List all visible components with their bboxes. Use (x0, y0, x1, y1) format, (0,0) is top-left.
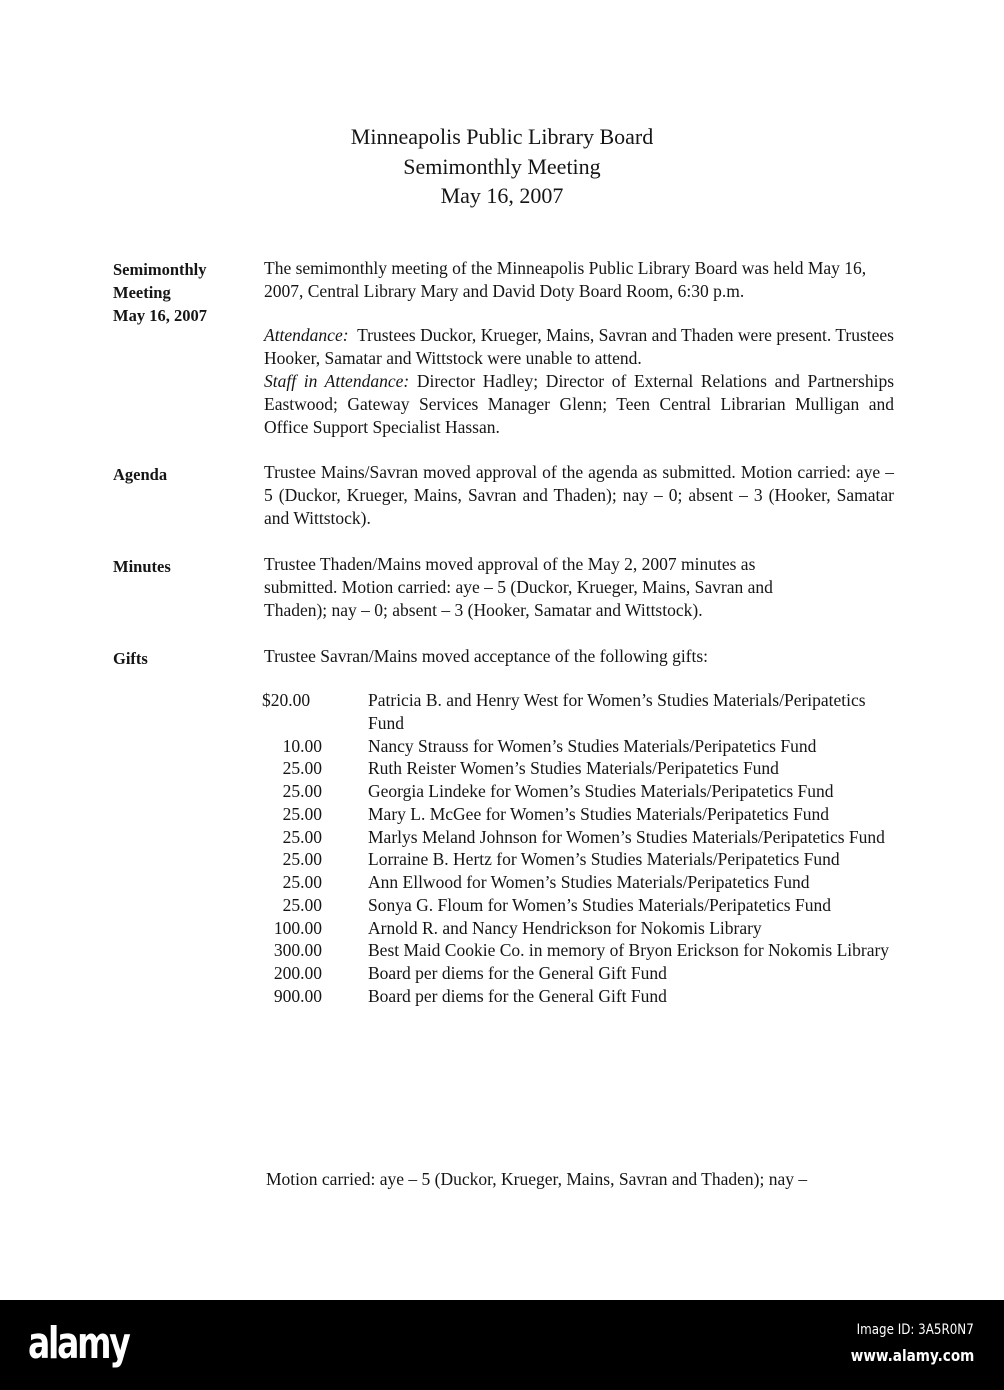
gift-amount: 200.00 (273, 963, 322, 983)
gift-row (262, 917, 902, 940)
gift-row (262, 985, 902, 1008)
label-line: Meeting (113, 283, 171, 302)
gift-row (262, 780, 902, 803)
gift-amount: 25.00 (282, 758, 322, 779)
title-line-2: Semimonthly Meeting (403, 153, 601, 179)
title-line-1: Minneapolis Public Library Board (350, 124, 654, 149)
gift-description: Arnold R. and Nancy Hendrickson for Nokomis Library (368, 917, 762, 938)
gift-amount: 10.00 (282, 735, 322, 756)
attendance-paragraph (264, 324, 894, 370)
gift-description: Best Maid Cookie Co. in memory of Bryon Erickson for Nokomis Library (368, 940, 890, 961)
gift-description: Sonya G. Floum for Women’s Studies Materials/Peripatetics Fund (368, 894, 831, 915)
gift-description: Patricia B. and Henry West for Women’s Studies Materials/Peripatetics Fund (368, 690, 866, 733)
staff-label: Staff in Attendance: (264, 371, 410, 391)
gift-amount: 300.00 (273, 940, 322, 961)
section-label-gifts: Gifts (113, 649, 148, 668)
gift-row (262, 735, 902, 758)
gift-row (262, 962, 902, 985)
gift-amount: 100.00 (273, 917, 322, 938)
gift-list (262, 689, 902, 1008)
label-line: May 16, 2007 (113, 306, 207, 325)
document-title (0, 122, 1004, 211)
gift-amount: 25.00 (282, 826, 322, 847)
minutes-paragraph (264, 553, 894, 622)
gift-row (262, 826, 902, 849)
gift-amount: 25.00 (282, 894, 322, 915)
gift-amount: 25.00 (282, 849, 322, 870)
alamy-logo: alamy (28, 1318, 129, 1369)
gift-row (262, 803, 902, 826)
gift-description: Board per diems for the General Gift Fund (368, 963, 667, 983)
gift-description: Georgia Lindeke for Women’s Studies Materials/Peripatetics Fund (368, 781, 834, 801)
watermark-bar (0, 1300, 1004, 1390)
gift-amount: 25.00 (282, 803, 322, 824)
site-url: www.alamy.com (850, 1346, 974, 1365)
staff-paragraph (264, 370, 894, 439)
staff-text: Director Hadley; Director of External Relations and Partnerships Eastwood; Gateway Services Manager Glenn; Teen Central Librarian Mulligan and Office Support Specialist Hassan. (264, 371, 895, 437)
gift-amount: 25.00 (282, 872, 322, 892)
gift-description: Lorraine B. Hertz for Women’s Studies Materials/Peripatetics Fund (368, 849, 840, 870)
minutes-line: Thaden); nay – 0; absent – 3 (Hooker, Samatar and Wittstock). (264, 600, 703, 620)
image-id: Image ID: 3A5R0N7 (856, 1322, 974, 1338)
section-label-meeting (113, 258, 207, 327)
section-label-minutes: Minutes (113, 557, 171, 576)
gift-row (262, 848, 902, 871)
gift-description: Board per diems for the General Gift Fund (368, 985, 667, 1006)
gift-row (262, 689, 902, 735)
meeting-paragraph: The semimonthly meeting of the Minneapolis Public Library Board was held May 16, 2007, Central Library Mary and David Doty Board Room, 6:30 p.m. (264, 258, 867, 301)
gift-row (262, 894, 902, 917)
gifts-intro: Trustee Savran/Mains moved acceptance of the following gifts: (264, 646, 709, 666)
gift-description: Ann Ellwood for Women’s Studies Materials/Peripatetics Fund (368, 872, 810, 892)
label-line: Semimonthly (113, 260, 207, 279)
title-line-3: May 16, 2007 (440, 183, 564, 208)
gift-description: Ruth Reister Women’s Studies Materials/Peripatetics Fund (368, 758, 779, 779)
gift-description: Marlys Meland Johnson for Women’s Studies Materials/Peripatetics Fund (368, 826, 885, 847)
gift-row (262, 871, 902, 894)
agenda-paragraph: Trustee Mains/Savran moved approval of the agenda as submitted. Motion carried: aye – 5 (Duckor, Krueger, Mains, Savran and Thaden); nay – 0; absent – 3 (Hooker, Samatar and Wittstock). (264, 462, 894, 528)
gift-description: Nancy Strauss for Women’s Studies Materials/Peripatetics Fund (368, 735, 817, 756)
minutes-line: Trustee Thaden/Mains moved approval of the May 2, 2007 minutes as (264, 554, 756, 574)
minutes-line: submitted. Motion carried: aye – 5 (Duckor, Krueger, Mains, Savran and (264, 577, 773, 597)
gift-row (262, 757, 902, 780)
gift-amount: 900.00 (273, 985, 322, 1006)
section-label-agenda: Agenda (113, 465, 168, 484)
gifts-motion: Motion carried: aye – 5 (Duckor, Krueger, Mains, Savran and Thaden); nay – (266, 1169, 808, 1189)
gift-row (262, 939, 902, 962)
meeting-section (264, 257, 894, 439)
gift-description: Mary L. McGee for Women’s Studies Materials/Peripatetics Fund (368, 803, 829, 824)
attendance-text: Trustees Duckor, Krueger, Mains, Savran and Thaden were present. Trustees Hooker, Samatar and Wittstock were unable to attend. (264, 325, 894, 368)
gift-amount: 25.00 (282, 781, 322, 801)
attendance-label: Attendance: (264, 325, 349, 345)
gift-amount: $20.00 (262, 690, 311, 710)
